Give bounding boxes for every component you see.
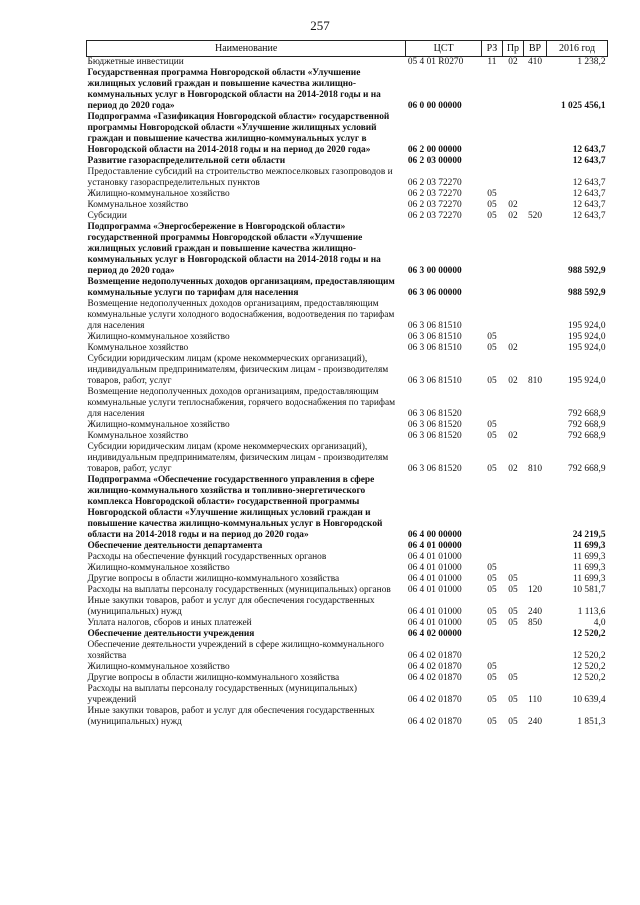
cell-cst: 06 3 06 81510 [407,376,462,386]
cell-vr [523,112,546,156]
cell-cst: 06 3 06 81520 [407,464,462,474]
cell-pr: 05 [508,695,518,705]
cell-cst: 06 2 03 72270 [407,189,462,199]
cell-vr [523,673,546,684]
cell-name: Иные закупки товаров, работ и услуг для обеспечения государственных (муниципальных) нужд [87,706,375,727]
cell-cst: 05 4 01 R0270 [407,57,464,67]
cell-name: Обеспечение деятельности учреждений в сфере жилищно-коммунального хозяйства [87,640,384,661]
cell-rz: 05 [487,607,497,617]
cell-pr: 05 [508,618,518,628]
cell-rz: 05 [487,464,497,474]
header-name: Наименование [87,41,406,57]
cell-rz [481,640,502,662]
cell-cst: 06 4 01 00000 [407,541,462,551]
cell-rz [481,475,502,541]
cell-pr: 02 [508,464,518,474]
table-row [87,431,608,442]
cell-name: Другие вопросы в области жилищно-коммунального хозяйства [87,673,340,683]
cell-rz: 05 [487,662,497,672]
cell-pr [502,189,523,200]
cell-rz: 05 [487,717,497,727]
cell-sum: 11 699,3 [573,552,606,562]
table-body [87,57,608,729]
cell-sum: 12 520,2 [572,662,606,672]
cell-pr [502,541,523,552]
table-row [87,629,608,640]
cell-name: Подпрограмма «Обеспечение государственного управления в сфере жилищно-коммунального хозяйства и топливно-энергетического комплекса Новгородской области» государственной программы Новгородской области «Улучшение жилищных условий граждан и повышение качества жилищно-коммунальных услуг в Новгородской области на 2014-2018 годы и на период до 2020 года» [87,475,383,540]
cell-pr [502,112,523,156]
table-row [87,662,608,673]
cell-name: Возмещение недополученных доходов организациям, предоставляющим коммунальные услуги холодного водоснабжения, водоотведения по тарифам для населения [87,299,395,331]
cell-cst: 06 2 03 72270 [407,178,462,188]
table-row [87,420,608,431]
cell-vr [523,475,546,541]
cell-vr: 240 [527,607,543,617]
cell-vr: 520 [527,211,543,221]
cell-rz: 05 [487,189,497,199]
cell-pr: 05 [508,574,518,584]
table-row [87,684,608,706]
cell-pr: 02 [508,376,518,386]
table-row [87,68,608,112]
table-row [87,343,608,354]
cell-cst: 06 3 06 81510 [407,321,462,331]
cell-name: Субсидии юридическим лицам (кроме некоммерческих организаций), индивидуальным предпринимателям, физическим лицам - производителям товаров, работ, услуг [87,354,389,386]
cell-rz [481,299,502,332]
cell-vr [523,200,546,211]
cell-rz: 05 [487,563,497,573]
cell-sum: 1 113,6 [577,607,606,617]
table-row [87,574,608,585]
cell-pr [502,629,523,640]
cell-name: Развитие газораспределительной сети области [87,156,286,166]
cell-pr [502,640,523,662]
cell-rz [481,222,502,277]
cell-cst: 06 4 02 01870 [407,651,462,661]
cell-rz: 05 [487,376,497,386]
table-row [87,618,608,629]
cell-name: Субсидии юридическим лицам (кроме некоммерческих организаций), индивидуальным предпринимателям, физическим лицам - производителям товаров, работ, услуг [87,442,389,474]
cell-vr [523,563,546,574]
cell-name: Жилищно-коммунальное хозяйство [87,420,230,430]
cell-name: Жилищно-коммунальное хозяйство [87,662,230,672]
cell-rz [481,552,502,563]
cell-name: Коммунальное хозяйство [87,431,189,441]
cell-pr [502,277,523,299]
cell-rz: 05 [487,332,497,342]
header-vr: ВР [523,41,546,57]
cell-sum: 12 520,2 [572,629,606,639]
table-row [87,112,608,156]
cell-vr [523,156,546,167]
cell-pr: 05 [508,607,518,617]
cell-rz [481,629,502,640]
cell-pr [502,167,523,189]
cell-vr [523,68,546,112]
cell-sum: 12 643,7 [572,211,606,221]
cell-vr [523,222,546,277]
cell-cst: 06 2 00 00000 [407,145,462,155]
table-row [87,541,608,552]
cell-vr: 110 [528,695,542,705]
cell-vr [523,332,546,343]
cell-cst: 06 2 03 72270 [407,211,462,221]
cell-cst: 06 3 06 81520 [407,431,462,441]
cell-pr [502,662,523,673]
header-pr: Пр [502,41,523,57]
cell-vr [523,420,546,431]
cell-sum: 11 699,3 [573,574,606,584]
cell-vr: 810 [527,376,543,386]
cell-rz: 05 [487,200,497,210]
cell-sum: 1 025 456,1 [560,101,606,111]
table-row [87,706,608,728]
cell-sum: 10 581,7 [572,585,606,595]
cell-pr [502,475,523,541]
cell-rz: 05 [487,618,497,628]
cell-pr [502,156,523,167]
cell-name: Субсидии [87,211,127,221]
cell-vr [523,541,546,552]
cell-pr [502,563,523,574]
cell-rz: 05 [487,695,497,705]
table-row [87,563,608,574]
cell-vr: 810 [527,464,543,474]
cell-cst: 06 2 03 00000 [407,156,462,166]
cell-cst: 06 4 01 01000 [407,585,462,595]
cell-sum: 1 238,2 [577,57,606,67]
cell-cst: 06 2 03 72270 [407,200,462,210]
cell-name: Жилищно-коммунальное хозяйство [87,189,230,199]
cell-rz: 05 [487,211,497,221]
table-header-row [87,41,608,57]
cell-sum: 24 219,5 [572,530,606,540]
cell-pr: 02 [508,200,518,210]
cell-cst: 06 3 06 81510 [407,332,462,342]
cell-sum: 1 851,3 [577,717,606,727]
cell-sum: 988 592,9 [568,288,606,298]
cell-cst: 06 4 02 00000 [407,629,462,639]
cell-rz: 05 [487,343,497,353]
cell-sum: 195 924,0 [568,376,606,386]
cell-cst: 06 3 06 81510 [407,343,462,353]
cell-name: Возмещение недополученных доходов организациям, предоставляющим коммунальные услуги по тарифам для населения [87,277,395,298]
cell-sum: 12 643,7 [572,178,606,188]
cell-name: Подпрограмма «Газификация Новгородской области» государственной программы Новгородской области «Улучшение жилищных условий граждан и повышение качества жилищно-коммунальных услуг в Новгородской области на 2014-2018 годы и на период до 2020 года» [87,112,390,155]
cell-sum: 10 639,4 [572,695,606,705]
table-row [87,211,608,222]
cell-name: Возмещение недополученных доходов организациям, предоставляющим коммунальные услуги теплоснабжения, горячего водоснабжения по тарифам для населения [87,387,396,419]
cell-name: Коммунальное хозяйство [87,200,189,210]
page-number: 257 [310,18,330,33]
table-row [87,156,608,167]
cell-name: Уплата налогов, сборов и иных платежей [87,618,252,628]
cell-name: Расходы на выплаты персоналу государственных (муниципальных) органов [87,585,391,595]
cell-name: Расходы на обеспечение функций государственных органов [87,552,327,562]
cell-cst: 06 4 01 01000 [407,574,462,584]
table-row [87,57,608,69]
table-row [87,475,608,541]
cell-vr [523,387,546,420]
cell-sum: 11 699,3 [573,563,606,573]
cell-name: Коммунальное хозяйство [87,343,189,353]
cell-cst: 06 4 01 01000 [407,563,462,573]
table-row [87,222,608,277]
cell-cst: 06 4 02 01870 [407,695,462,705]
cell-sum: 988 592,9 [568,266,606,276]
cell-name: Расходы на выплаты персоналу государственных (муниципальных) учреждений [87,684,357,705]
cell-pr: 05 [508,585,518,595]
cell-sum: 12 643,7 [572,156,606,166]
table-row [87,332,608,343]
cell-rz [481,387,502,420]
cell-pr [502,420,523,431]
cell-pr: 02 [508,431,518,441]
cell-name: Обеспечение деятельности департамента [87,541,263,551]
table-row [87,277,608,299]
cell-vr: 240 [527,717,543,727]
cell-sum: 195 924,0 [568,321,606,331]
cell-cst: 06 3 06 00000 [407,288,462,298]
table-row [87,640,608,662]
table-row [87,552,608,563]
cell-rz: 05 [487,574,497,584]
cell-vr [523,431,546,442]
cell-pr [502,68,523,112]
cell-sum: 12 520,2 [572,673,606,683]
cell-pr: 02 [508,343,518,353]
cell-name: Предоставление субсидий на строительство межпоселковых газопроводов и установку газораспределительных пунктов [87,167,393,188]
cell-rz [481,277,502,299]
cell-vr [523,552,546,563]
cell-rz: 05 [487,673,497,683]
cell-vr [523,629,546,640]
table-row [87,442,608,475]
table-row [87,299,608,332]
cell-sum: 11 699,3 [573,541,606,551]
table-row [87,200,608,211]
table-row [87,596,608,618]
header-rz: РЗ [481,41,502,57]
cell-cst: 06 4 00 00000 [407,530,462,540]
cell-sum: 12 520,2 [572,651,606,661]
cell-rz [481,68,502,112]
cell-sum: 792 668,9 [568,464,606,474]
cell-cst: 06 4 01 01000 [407,618,462,628]
table-row [87,189,608,200]
header-year: 2016 год [547,41,608,57]
cell-pr [502,332,523,343]
cell-pr: 05 [508,717,518,727]
table-row [87,387,608,420]
cell-sum: 792 668,9 [568,431,606,441]
cell-name: Жилищно-коммунальное хозяйство [87,332,230,342]
cell-rz [481,167,502,189]
table-row [87,167,608,189]
cell-pr: 02 [508,57,518,67]
cell-vr [523,299,546,332]
cell-vr: 410 [527,57,543,67]
table-row [87,673,608,684]
cell-sum: 12 643,7 [572,200,606,210]
cell-cst: 06 4 02 01870 [407,673,462,683]
cell-name: Подпрограмма «Энергосбережение в Новгородской области» государственной программы Новгородской области «Улучшение жилищных условий граждан и повышение качества жилищно-коммунальных услуг в Новгородской области на 2014-2018 годы и на период до 2020 года» [87,222,381,276]
table-row [87,585,608,596]
cell-name: Жилищно-коммунальное хозяйство [87,563,230,573]
cell-cst: 06 4 01 01000 [407,607,462,617]
cell-vr [523,640,546,662]
cell-sum: 792 668,9 [568,420,606,430]
cell-pr: 05 [508,673,518,683]
cell-vr [523,343,546,354]
cell-vr [523,574,546,585]
cell-cst: 06 3 00 00000 [407,266,462,276]
budget-table [86,40,608,728]
cell-pr [502,552,523,563]
cell-sum: 792 668,9 [568,409,606,419]
cell-vr [523,167,546,189]
cell-sum: 195 924,0 [568,343,606,353]
cell-sum: 195 924,0 [568,332,606,342]
cell-cst: 06 4 01 01000 [407,552,462,562]
cell-rz [481,541,502,552]
cell-rz: 11 [487,57,497,67]
cell-vr [523,662,546,673]
cell-name: Другие вопросы в области жилищно-коммунального хозяйства [87,574,340,584]
cell-vr [523,189,546,200]
table-row [87,354,608,387]
header-cst: ЦСТ [406,41,482,57]
cell-cst: 06 4 02 01870 [407,717,462,727]
cell-pr: 02 [508,211,518,221]
cell-rz: 05 [487,585,497,595]
cell-vr: 850 [527,618,543,628]
cell-vr [523,277,546,299]
cell-rz: 05 [487,431,497,441]
cell-sum: 4,0 [593,618,606,628]
cell-name: Бюджетные инвестиции [87,57,184,67]
cell-pr [502,222,523,277]
cell-rz [481,112,502,156]
cell-pr [502,387,523,420]
cell-name: Обеспечение деятельности учреждения [87,629,255,639]
cell-vr: 120 [527,585,543,595]
cell-cst: 06 3 06 81520 [407,409,462,419]
cell-sum: 12 643,7 [572,145,606,155]
cell-name: Государственная программа Новгородской области «Улучшение жилищных условий граждан и повышение качества жилищно-коммунальных услуг в Новгородской области на 2014-2018 годы и на период до 2020 года» [87,68,381,111]
cell-sum: 12 643,7 [572,189,606,199]
cell-rz [481,156,502,167]
cell-pr [502,299,523,332]
cell-cst: 06 0 00 00000 [407,101,462,111]
cell-cst: 06 4 02 01870 [407,662,462,672]
cell-name: Иные закупки товаров, работ и услуг для обеспечения государственных (муниципальных) нужд [87,596,375,617]
cell-rz: 05 [487,420,497,430]
cell-cst: 06 3 06 81520 [407,420,462,430]
